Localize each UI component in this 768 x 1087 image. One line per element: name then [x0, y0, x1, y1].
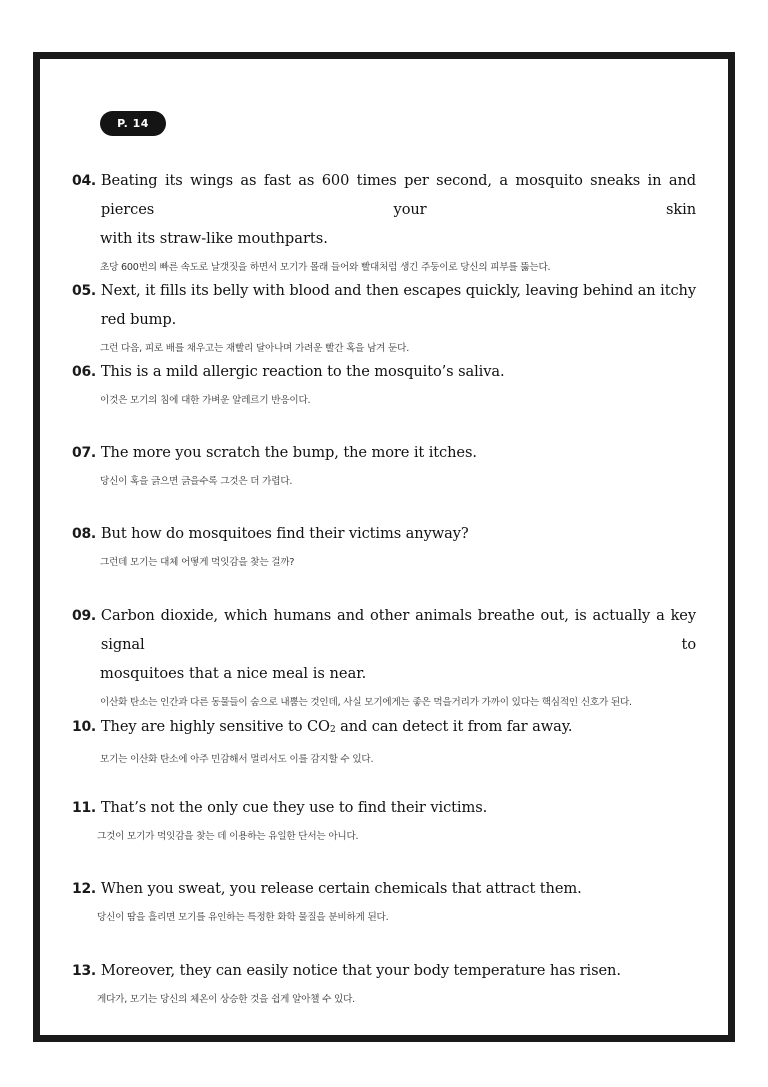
korean-translation: 그런 다음, 피로 배를 채우고는 재빨리 달아나며 가려운 빨간 혹을 남겨 둔다. — [100, 343, 410, 354]
korean-translation: 당신이 혹을 긁으면 긁을수록 그것은 더 가렵다. — [100, 476, 293, 487]
korean-translation: 그것이 모기가 먹잇감을 찾는 데 이용하는 유일한 단서는 아니다. — [97, 831, 359, 842]
korean-translation: 게다가, 모기는 당신의 체온이 상승한 것을 쉽게 알아챌 수 있다. — [97, 994, 356, 1005]
sentence-number: 12. — [72, 881, 96, 897]
sentence-part: and can detect it from far away. — [335, 718, 573, 735]
sentence-item-06 — [72, 357, 696, 406]
sentence-number: 09. — [72, 608, 96, 624]
english-sentence-line2: mosquitoes that a nice meal is near. — [100, 665, 367, 682]
sentence-item-12 — [72, 874, 696, 923]
english-sentence: Next, it fills its belly with blood and then escapes quickly, leaving behind an itchy red bump. — [100, 282, 696, 328]
english-sentence: When you sweat, you release certain chemicals that attract them. — [100, 880, 582, 897]
sentence-item-04 — [72, 166, 696, 273]
korean-translation: 이것은 모기의 침에 대한 가벼운 알레르기 반응이다. — [100, 395, 311, 406]
sentence-number: 07. — [72, 445, 96, 461]
english-sentence: This is a mild allergic reaction to the mosquito’s saliva. — [100, 363, 505, 380]
korean-translation: 그런데 모기는 대체 어떻게 먹잇감을 찾는 걸까? — [100, 557, 295, 568]
sentence-number: 10. — [72, 719, 96, 735]
sentence-part: They are highly sensitive to CO — [100, 718, 330, 735]
english-sentence: But how do mosquitoes find their victims anyway? — [100, 525, 469, 542]
subscript-2: 2 — [329, 725, 336, 735]
sentence-item-07 — [72, 438, 696, 487]
sentence-item-13 — [72, 956, 696, 1005]
english-sentence: Moreover, they can easily notice that your body temperature has risen. — [100, 962, 621, 979]
korean-translation: 모기는 이산화 탄소에 아주 민감해서 멀리서도 이를 감지할 수 있다. — [100, 754, 374, 765]
korean-translation: 당신이 땀을 흘리면 모기를 유인하는 특정한 화학 물질을 분비하게 된다. — [97, 912, 389, 923]
english-sentence-line2: with its straw-like mouthparts. — [100, 230, 328, 247]
sentence-number: 04. — [72, 173, 96, 189]
korean-translation: 이산화 탄소는 인간과 다른 동물들이 숨으로 내뿜는 것인데, 사실 모기에게는 좋은 먹을거리가 가까이 있다는 핵심적인 신호가 된다. — [100, 697, 632, 708]
english-sentence: That’s not the only cue they use to find their victims. — [100, 799, 488, 816]
sentence-item-05 — [72, 276, 696, 354]
sentence-number: 11. — [72, 800, 96, 816]
english-sentence — [101, 712, 573, 745]
sentence-item-08 — [72, 519, 696, 568]
page-number-badge: P. 14 — [100, 111, 166, 136]
korean-translation: 초당 600번의 빠른 속도로 날갯짓을 하면서 모기가 몰래 들어와 빨대처럼 생긴 주둥이로 당신의 피부를 뚫는다. — [100, 262, 551, 273]
sentence-number: 08. — [72, 526, 96, 542]
sentence-number: 06. — [72, 364, 96, 380]
sentence-number: 05. — [72, 283, 96, 299]
sentence-item-10 — [72, 712, 696, 765]
english-sentence-line1: Beating its wings as fast as 600 times per second, a mosquito sneaks in and pierces your skin — [100, 172, 696, 218]
sentence-number: 13. — [72, 963, 96, 979]
english-sentence: The more you scratch the bump, the more it itches. — [100, 444, 477, 461]
sentence-item-09 — [72, 601, 696, 708]
sentence-item-11 — [72, 793, 696, 842]
english-sentence-line1: Carbon dioxide, which humans and other animals breathe out, is actually a key signal to — [100, 607, 696, 653]
